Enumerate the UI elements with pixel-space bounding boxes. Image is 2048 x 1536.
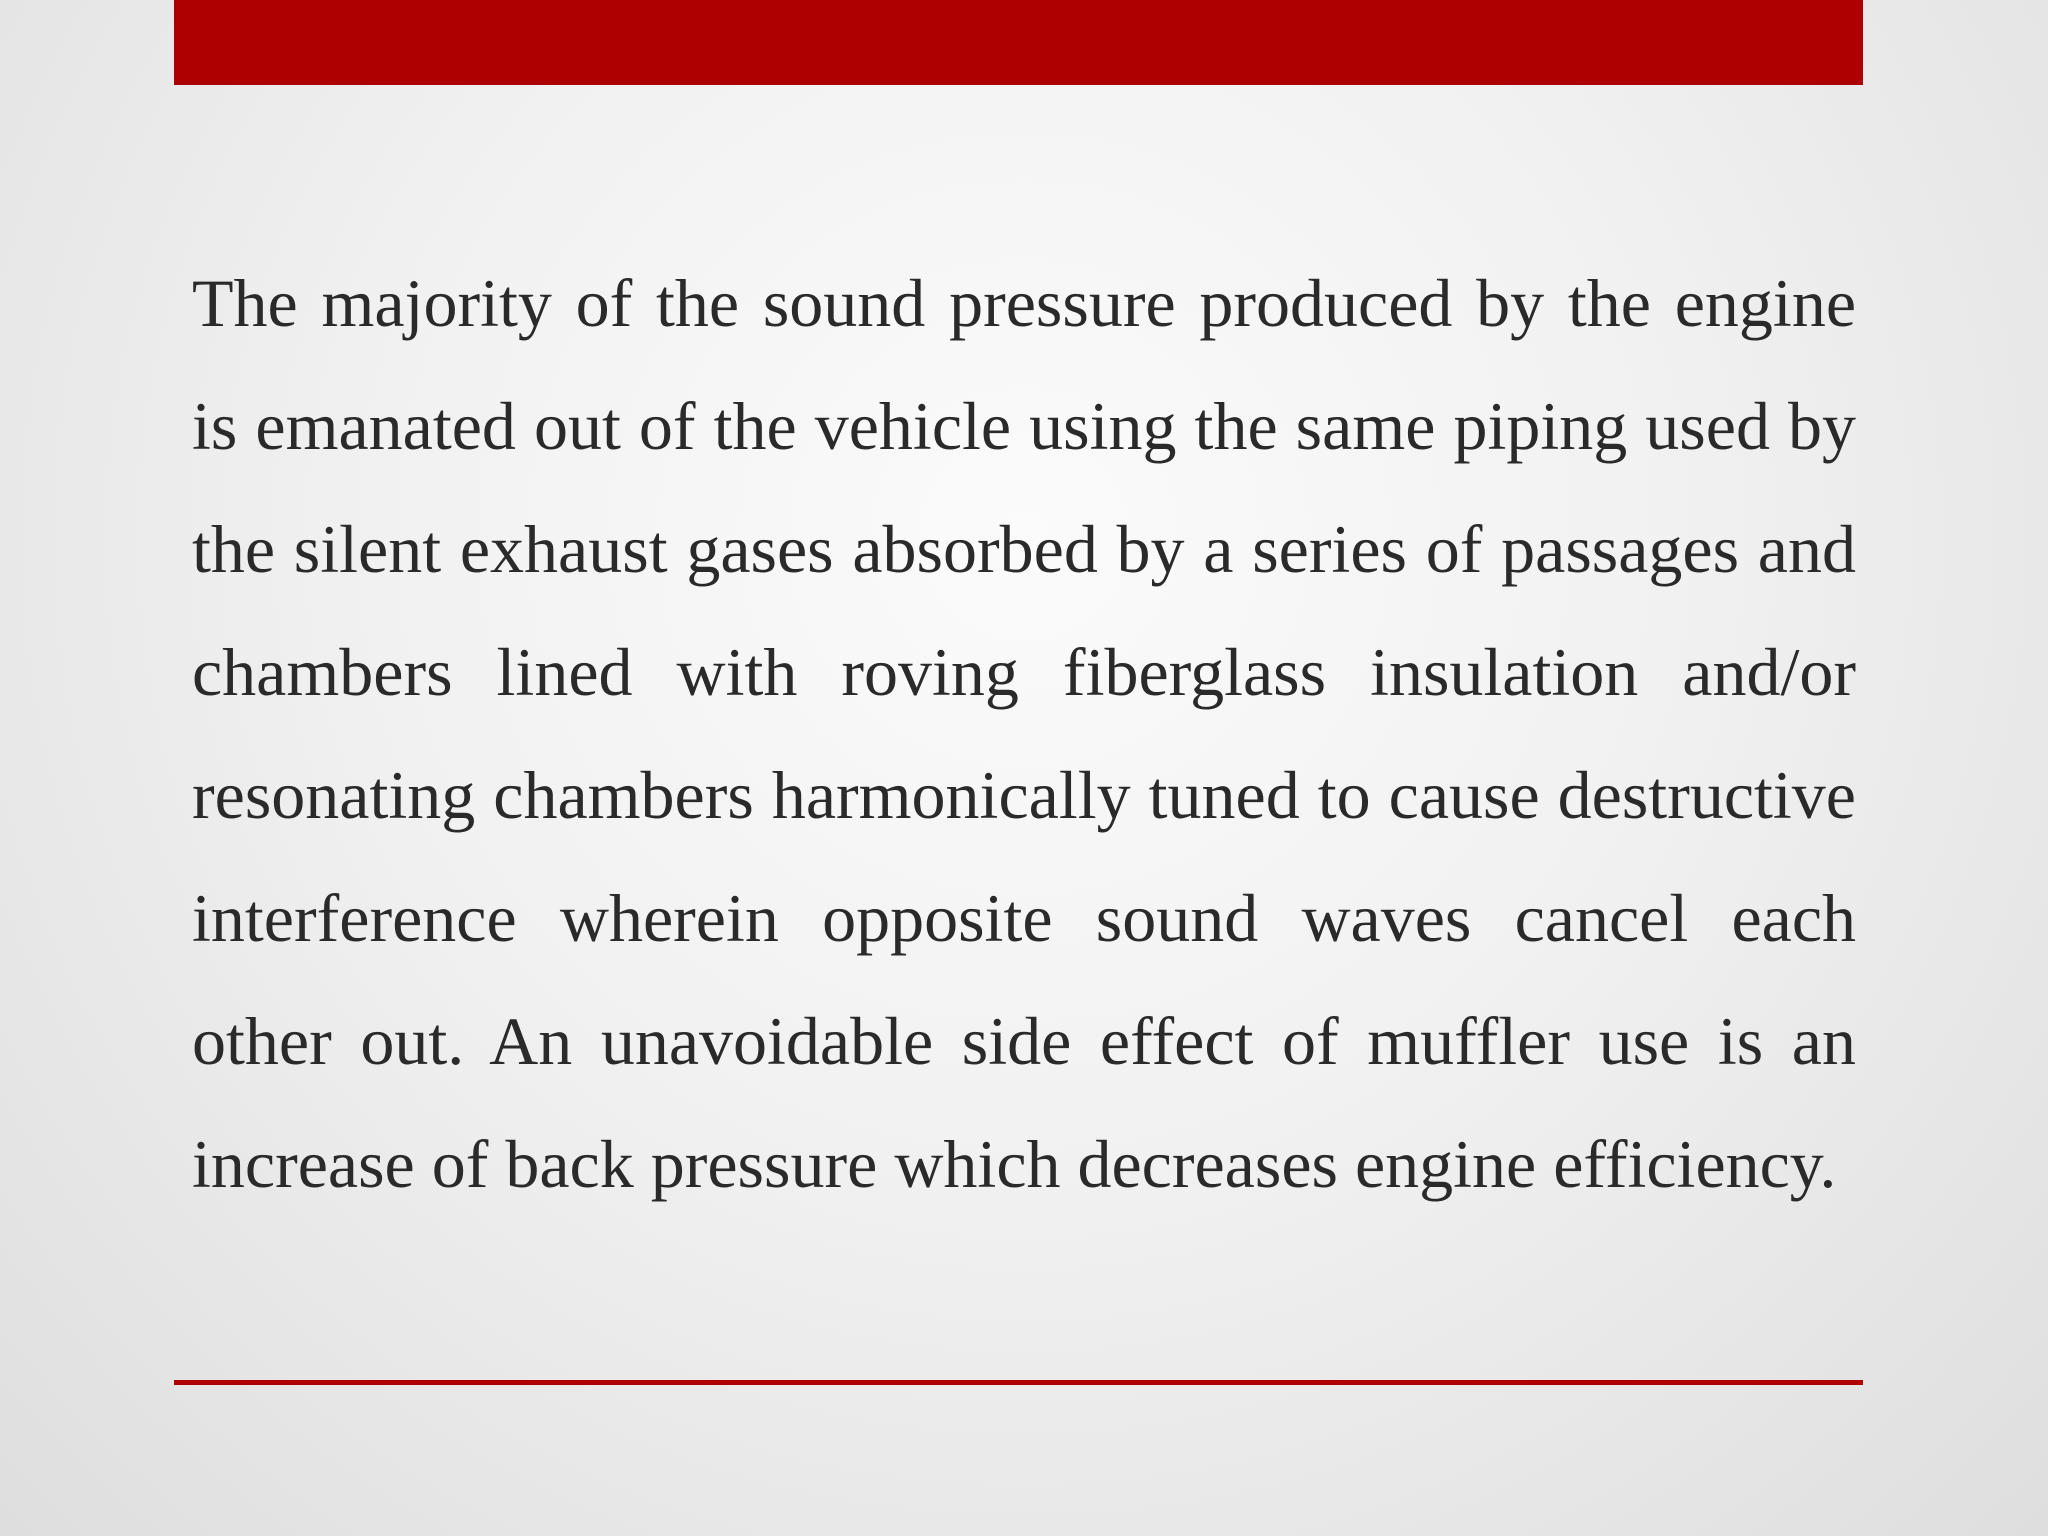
top-accent-bar [174, 0, 1863, 85]
paragraph-line: is emanated out of the vehicle using the same piping used by [192, 388, 1856, 464]
bottom-divider-line [174, 1380, 1863, 1385]
body-paragraph [192, 242, 1856, 1226]
paragraph-line: other out. An unavoidable side effect of muffler use is an [192, 1003, 1856, 1079]
paragraph-line: interference wherein opposite sound waves cancel each [192, 880, 1856, 956]
paragraph-line: the silent exhaust gases absorbed by a series of passages and [192, 511, 1856, 587]
paragraph-line: The majority of the sound pressure produced by the engine [192, 265, 1856, 341]
paragraph-line: resonating chambers harmonically tuned to cause destructive [192, 757, 1856, 833]
paragraph-line: increase of back pressure which decreases engine efficiency. [192, 1126, 1837, 1202]
paragraph-line: chambers lined with roving fiberglass insulation and/or [192, 634, 1856, 710]
